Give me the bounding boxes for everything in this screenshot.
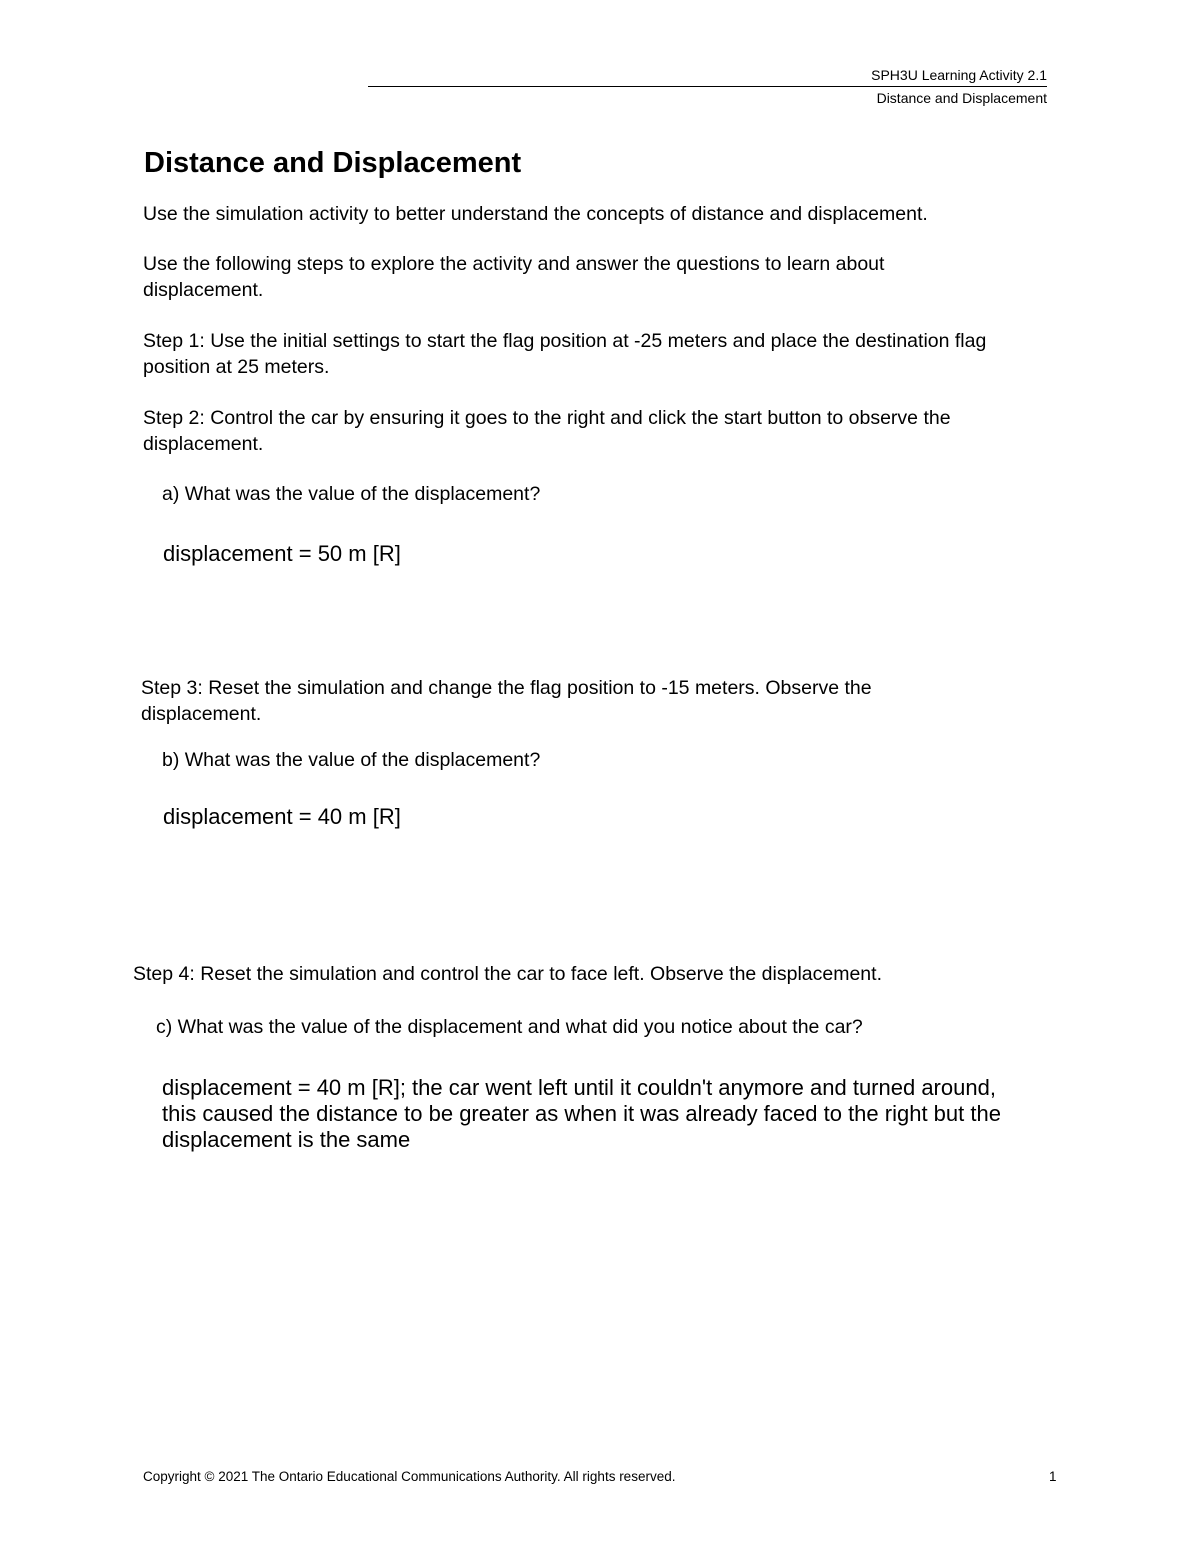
step-2-text: Step 2: Control the car by ensuring it goes to the right and click the start button to observe the displacement.	[143, 407, 951, 455]
answer-a: displacement = 50 m [R]	[163, 541, 401, 566]
header-course: SPH3U Learning Activity 2.1	[871, 67, 1047, 83]
question-b: b) What was the value of the displacement?	[162, 749, 541, 771]
question-c: c) What was the value of the displacement and what did you notice about the car?	[156, 1016, 863, 1038]
answer-c: displacement = 40 m [R]; the car went left until it couldn't anymore and turned around, this caused the distance to be greater as when it was already faced to the right but the displacement is the same	[162, 1075, 1001, 1152]
header-divider	[368, 86, 1047, 87]
page-title: Distance and Displacement	[144, 147, 522, 179]
step-3-text: Step 3: Reset the simulation and change the flag position to -15 meters. Observe the displacement.	[141, 677, 872, 725]
header-topic: Distance and Displacement	[876, 90, 1047, 106]
question-a: a) What was the value of the displacement?	[162, 483, 541, 505]
footer-copyright: Copyright © 2021 The Ontario Educational Communications Authority. All rights reserved.	[143, 1469, 676, 1484]
intro-paragraph-1: Use the simulation activity to better understand the concepts of distance and displacement.	[143, 203, 928, 225]
intro-paragraph-2: Use the following steps to explore the activity and answer the questions to learn about displacement.	[143, 253, 885, 301]
answer-b: displacement = 40 m [R]	[163, 804, 401, 829]
page-number: 1	[1049, 1469, 1057, 1484]
step-1-text: Step 1: Use the initial settings to start the flag position at -25 meters and place the destination flag position at 25 meters.	[143, 330, 987, 378]
step-4-text: Step 4: Reset the simulation and control the car to face left. Observe the displacement.	[133, 963, 882, 985]
